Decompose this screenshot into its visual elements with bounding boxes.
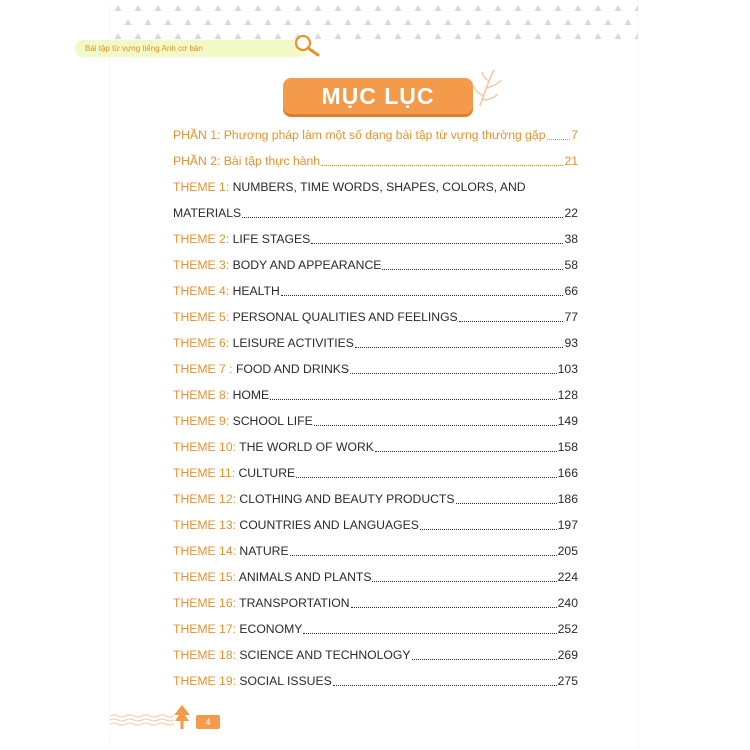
toc-item [173, 645, 578, 663]
toc-page-number: 38 [564, 232, 578, 246]
toc-page-number: 205 [557, 544, 578, 558]
toc-item [173, 411, 578, 429]
toc-page-number: 128 [557, 388, 578, 402]
toc-leader-dots [351, 607, 557, 608]
toc-leader-dots [456, 503, 557, 504]
toc-leader-dots [296, 477, 557, 478]
toc-label: SCIENCE AND TECHNOLOGY [236, 648, 411, 662]
toc-label: Phương pháp làm một số dạng bài tập từ vựng thường gặp [220, 128, 546, 142]
toc-page-number: 103 [557, 362, 578, 376]
toc-item [173, 333, 578, 351]
toc-page-number: 166 [557, 466, 578, 480]
toc-entry-text [173, 674, 332, 689]
toc-leader-dots [372, 581, 556, 582]
toc-leader-dots [281, 295, 564, 296]
toc-prefix: THEME 14: [173, 544, 236, 558]
toc-page-number: 93 [564, 336, 578, 350]
toc-part-item [173, 151, 578, 169]
toc-item [173, 593, 578, 611]
toc-entry-text [173, 258, 381, 273]
toc-prefix: THEME 19: [173, 674, 236, 688]
toc-page-number: 7 [571, 128, 578, 142]
toc-item [173, 359, 578, 377]
leaf-sprig-icon [470, 66, 506, 108]
toc-label: HEALTH [229, 284, 280, 298]
toc-item [173, 619, 578, 637]
toc-prefix: PHẦN 1: [173, 128, 221, 142]
toc-page-number: 275 [557, 674, 578, 688]
toc-entry-text [173, 154, 320, 169]
toc-leader-dots [303, 633, 556, 634]
toc-page-number: 21 [564, 154, 578, 168]
toc-entry-text [173, 128, 546, 143]
toc-prefix: THEME 5: [173, 310, 230, 324]
toc-entry-text [173, 570, 371, 585]
toc-label: ECONOMY [236, 622, 303, 636]
toc-label: FOOD AND DRINKS [232, 362, 350, 376]
toc-leader-dots [290, 555, 557, 556]
toc-label: CULTURE [235, 466, 296, 480]
toc-page-number: 197 [557, 518, 578, 532]
toc-label: SOCIAL ISSUES [236, 674, 332, 688]
toc-prefix: THEME 15: [173, 570, 236, 584]
toc-item [173, 437, 578, 455]
toc-entry-text [173, 544, 289, 559]
toc-page-number: 158 [557, 440, 578, 454]
toc-leader-dots [314, 425, 557, 426]
toc-page-number: 269 [557, 648, 578, 662]
toc-entry-text [173, 648, 411, 663]
toc-leader-dots [333, 685, 557, 686]
toc-entry-text [173, 492, 455, 507]
toc-label: SCHOOL LIFE [229, 414, 313, 428]
toc-item [173, 671, 578, 689]
toc-leader-dots [382, 269, 563, 270]
toc-label: ANIMALS AND PLANTS [236, 570, 372, 584]
toc-item [173, 385, 578, 403]
toc-label: BODY AND APPEARANCE [229, 258, 382, 272]
toc-item [173, 229, 578, 247]
toc-prefix: THEME 2: [173, 232, 230, 246]
toc-entry-text [173, 622, 302, 637]
toc-leader-dots [375, 451, 557, 452]
toc-leader-dots [355, 347, 564, 348]
toc-entry-text [173, 336, 354, 351]
toc-prefix: THEME 11: [173, 466, 236, 480]
toc-prefix: THEME 6: [173, 336, 230, 350]
toc-page-number: 22 [564, 206, 578, 220]
toc-leader-dots [420, 529, 557, 530]
toc-entry-text [173, 284, 280, 299]
toc-label-continued: MATERIALS [173, 206, 242, 220]
toc-page-number: 240 [557, 596, 578, 610]
toc-page-number: 186 [557, 492, 578, 506]
toc-item [173, 180, 526, 195]
toc-entry-text [173, 596, 350, 611]
toc-page-number: 58 [564, 258, 578, 272]
toc-leader-dots [242, 217, 563, 218]
toc-leader-dots [270, 399, 556, 400]
toc-prefix: THEME 18: [173, 648, 236, 662]
toc-prefix: PHẦN 2: [173, 154, 221, 168]
tree-icon [173, 704, 191, 730]
toc-page-number: 252 [557, 622, 578, 636]
toc-item [173, 541, 578, 559]
toc-item [173, 567, 578, 585]
toc-label: LEISURE ACTIVITIES [229, 336, 354, 350]
toc-prefix: THEME 4: [173, 284, 230, 298]
toc-prefix: THEME 8: [173, 388, 230, 402]
toc-item [173, 281, 578, 299]
toc-prefix: THEME 12: [173, 492, 236, 506]
toc-entry-text [173, 466, 295, 481]
toc-prefix: THEME 3: [173, 258, 230, 272]
toc-page-number: 66 [564, 284, 578, 298]
heading-banner [283, 78, 473, 118]
toc-entry-text [173, 310, 458, 325]
page-number: 4 [196, 715, 220, 729]
toc-prefix: THEME 9: [173, 414, 230, 428]
toc-item [173, 463, 578, 481]
toc-leader-dots [350, 373, 557, 374]
toc-item-continued [173, 203, 578, 221]
toc-prefix: THEME 1: [173, 180, 230, 194]
toc-leader-dots [311, 243, 563, 244]
toc-prefix: THEME 17: [173, 622, 236, 636]
toc-label: COUNTRIES AND LANGUAGES [236, 518, 419, 532]
toc-entry-text [173, 388, 269, 403]
toc-label: HOME [229, 388, 270, 402]
wave-decoration [110, 712, 174, 728]
toc-label: CLOTHING AND BEAUTY PRODUCTS [236, 492, 455, 506]
toc-label: NUMBERS, TIME WORDS, SHAPES, COLORS, AND [229, 180, 526, 194]
toc-label: PERSONAL QUALITIES AND FEELINGS [229, 310, 458, 324]
toc-item [173, 489, 578, 507]
toc-label: NATURE [236, 544, 289, 558]
magnifier-icon [292, 32, 322, 58]
toc-leader-dots [412, 659, 557, 660]
toc-prefix: THEME 13: [173, 518, 236, 532]
toc-page-number: 224 [557, 570, 578, 584]
header-book-title: Bài tập từ vựng tiếng Anh cơ bản [75, 40, 307, 57]
toc-entry-text [173, 440, 374, 455]
toc-leader-dots [321, 165, 563, 166]
toc-label: Bài tập thực hành [220, 154, 321, 168]
toc-entry-text [173, 232, 310, 247]
toc-item [173, 515, 578, 533]
toc-entry-text [173, 362, 349, 377]
toc-leader-dots [459, 321, 564, 322]
toc-entry-text [173, 518, 419, 533]
toc-label: TRANSPORTATION [236, 596, 350, 610]
toc-part-item [173, 125, 578, 143]
toc-prefix: THEME 10: [173, 440, 236, 454]
toc-prefix: THEME 16: [173, 596, 236, 610]
toc-label: THE WORLD OF WORK [236, 440, 374, 454]
toc-entry-text [173, 414, 313, 429]
toc-page-number: 77 [564, 310, 578, 324]
toc-item [173, 255, 578, 273]
page-title: MỤC LỤC [283, 78, 473, 114]
toc-item [173, 307, 578, 325]
toc-prefix: THEME 7 : [173, 362, 233, 376]
toc-page-number: 149 [557, 414, 578, 428]
toc-leader-dots [547, 139, 571, 140]
toc-label: LIFE STAGES [229, 232, 311, 246]
